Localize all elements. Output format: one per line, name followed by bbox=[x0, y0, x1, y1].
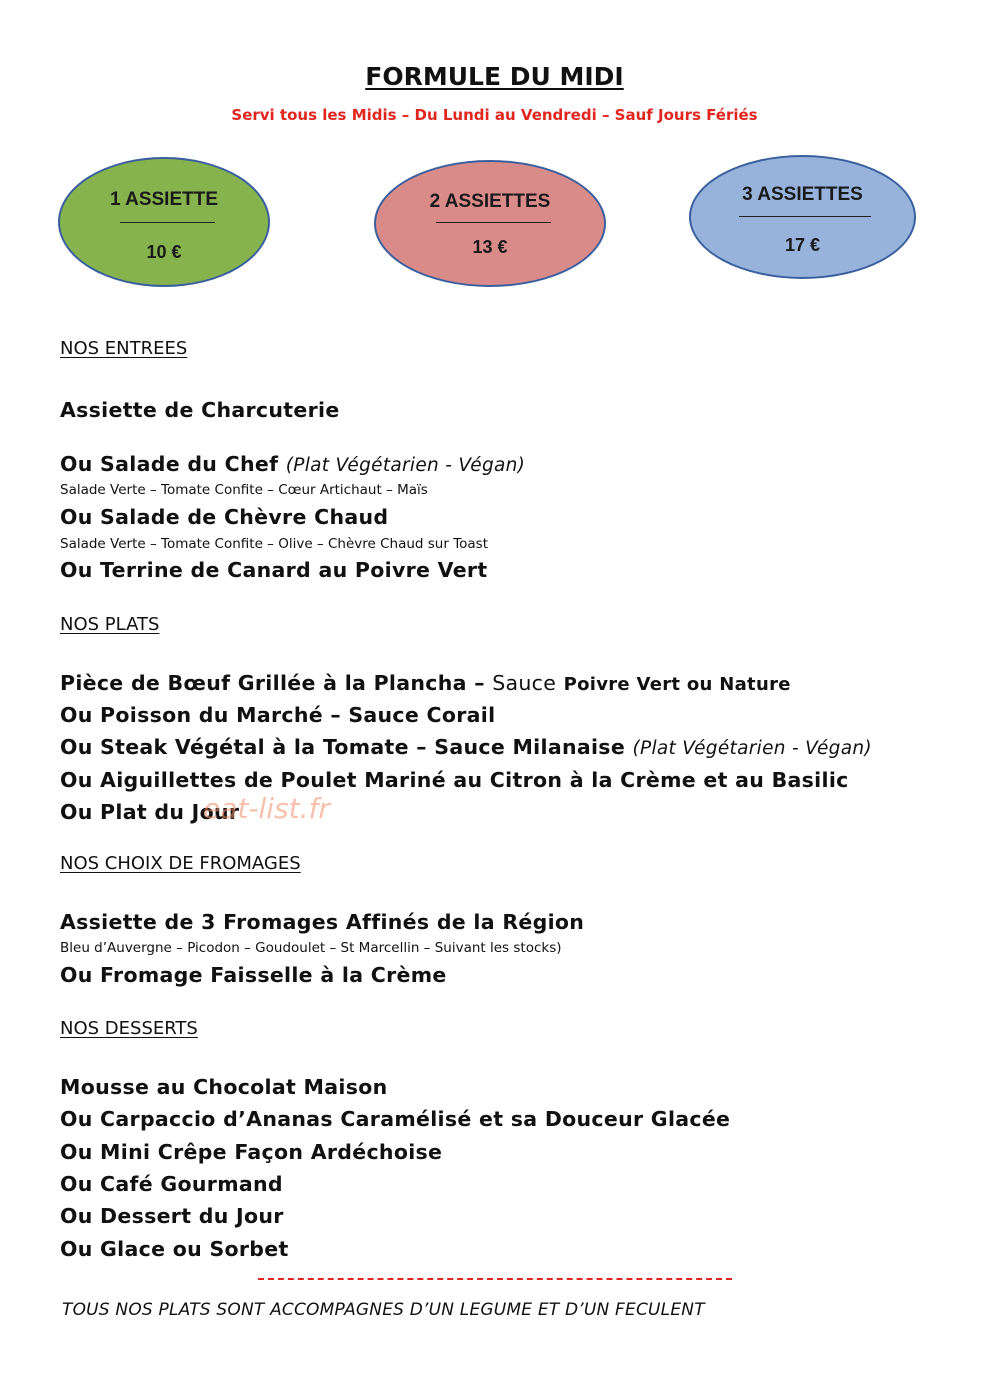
formula-label: 2 ASSIETTES bbox=[429, 191, 551, 212]
formula-price: 17 € bbox=[784, 235, 821, 255]
dish-sauce-label: Sauce bbox=[492, 671, 557, 695]
formula-oval-2 bbox=[374, 160, 606, 287]
formula-divider bbox=[739, 216, 871, 217]
dish-item bbox=[60, 735, 872, 759]
dish-item: Ou Aiguillettes de Poulet Mariné au Citron à la Crème et au Basilic bbox=[60, 768, 849, 792]
watermark-text: eat-list.fr bbox=[203, 792, 330, 825]
dashed-divider bbox=[258, 1278, 732, 1280]
dish-item: Ou Café Gourmand bbox=[60, 1172, 283, 1196]
formula-label: 1 ASSIETTE bbox=[109, 189, 219, 210]
dish-item: Assiette de 3 Fromages Affinés de la Région bbox=[60, 910, 585, 934]
dish-note: (Plat Végétarien - Végan) bbox=[285, 455, 526, 476]
formula-divider bbox=[120, 222, 215, 223]
dish-detail: Bleu d’Auvergne – Picodon – Goudoulet – St Marcellin – Suivant les stocks) bbox=[60, 940, 562, 956]
dish-item: Mousse au Chocolat Maison bbox=[60, 1075, 388, 1099]
formula-oval-1 bbox=[58, 157, 270, 287]
dish-name: Ou Salade du Chef bbox=[60, 452, 279, 476]
menu-subtitle: Servi tous les Midis – Du Lundi au Vendredi – Sauf Jours Fériés bbox=[231, 106, 758, 124]
footer-note: TOUS NOS PLATS SONT ACCOMPAGNES D’UN LEGUME ET D’UN FECULENT bbox=[62, 1300, 705, 1320]
dish-note: (Plat Végétarien - Végan) bbox=[632, 738, 872, 759]
dish-item: Ou Salade de Chèvre Chaud bbox=[60, 505, 389, 529]
section-heading-fromages: NOS CHOIX DE FROMAGES bbox=[60, 853, 301, 874]
section-heading-plats: NOS PLATS bbox=[60, 614, 160, 635]
formula-price: 13 € bbox=[472, 237, 508, 257]
dish-item: Ou Carpaccio d’Ananas Caramélisé et sa Douceur Glacée bbox=[60, 1107, 731, 1131]
dish-name: Ou Steak Végétal à la Tomate – Sauce Milanaise bbox=[60, 735, 626, 759]
formula-divider bbox=[436, 222, 551, 223]
dish-item: Assiette de Charcuterie bbox=[60, 398, 340, 422]
section-heading-entrees: NOS ENTREES bbox=[60, 338, 188, 359]
dish-item: Ou Dessert du Jour bbox=[60, 1204, 284, 1228]
section-heading-desserts: NOS DESSERTS bbox=[60, 1018, 198, 1039]
menu-title: FORMULE DU MIDI bbox=[365, 62, 624, 91]
dish-item: Ou Glace ou Sorbet bbox=[60, 1237, 289, 1261]
dish-item: Ou Fromage Faisselle à la Crème bbox=[60, 963, 447, 987]
dish-item: Ou Plat du Jour bbox=[60, 800, 240, 824]
dish-sauce-options: Poivre Vert ou Nature bbox=[563, 674, 791, 695]
dish-item bbox=[60, 671, 791, 695]
dish-item bbox=[60, 452, 525, 476]
dish-item: Ou Mini Crêpe Façon Ardéchoise bbox=[60, 1140, 443, 1164]
dish-detail: Salade Verte – Tomate Confite – Olive – Chèvre Chaud sur Toast bbox=[60, 536, 489, 552]
dish-detail: Salade Verte – Tomate Confite – Cœur Artichaut – Maïs bbox=[60, 482, 428, 498]
dish-item: Ou Poisson du Marché – Sauce Corail bbox=[60, 703, 496, 727]
formula-label: 3 ASSIETTES bbox=[742, 184, 863, 205]
dish-name: Pièce de Bœuf Grillée à la Plancha – bbox=[60, 671, 485, 695]
formula-oval-3 bbox=[689, 155, 916, 279]
formula-price: 10 € bbox=[146, 242, 182, 262]
dish-item: Ou Terrine de Canard au Poivre Vert bbox=[60, 558, 488, 582]
